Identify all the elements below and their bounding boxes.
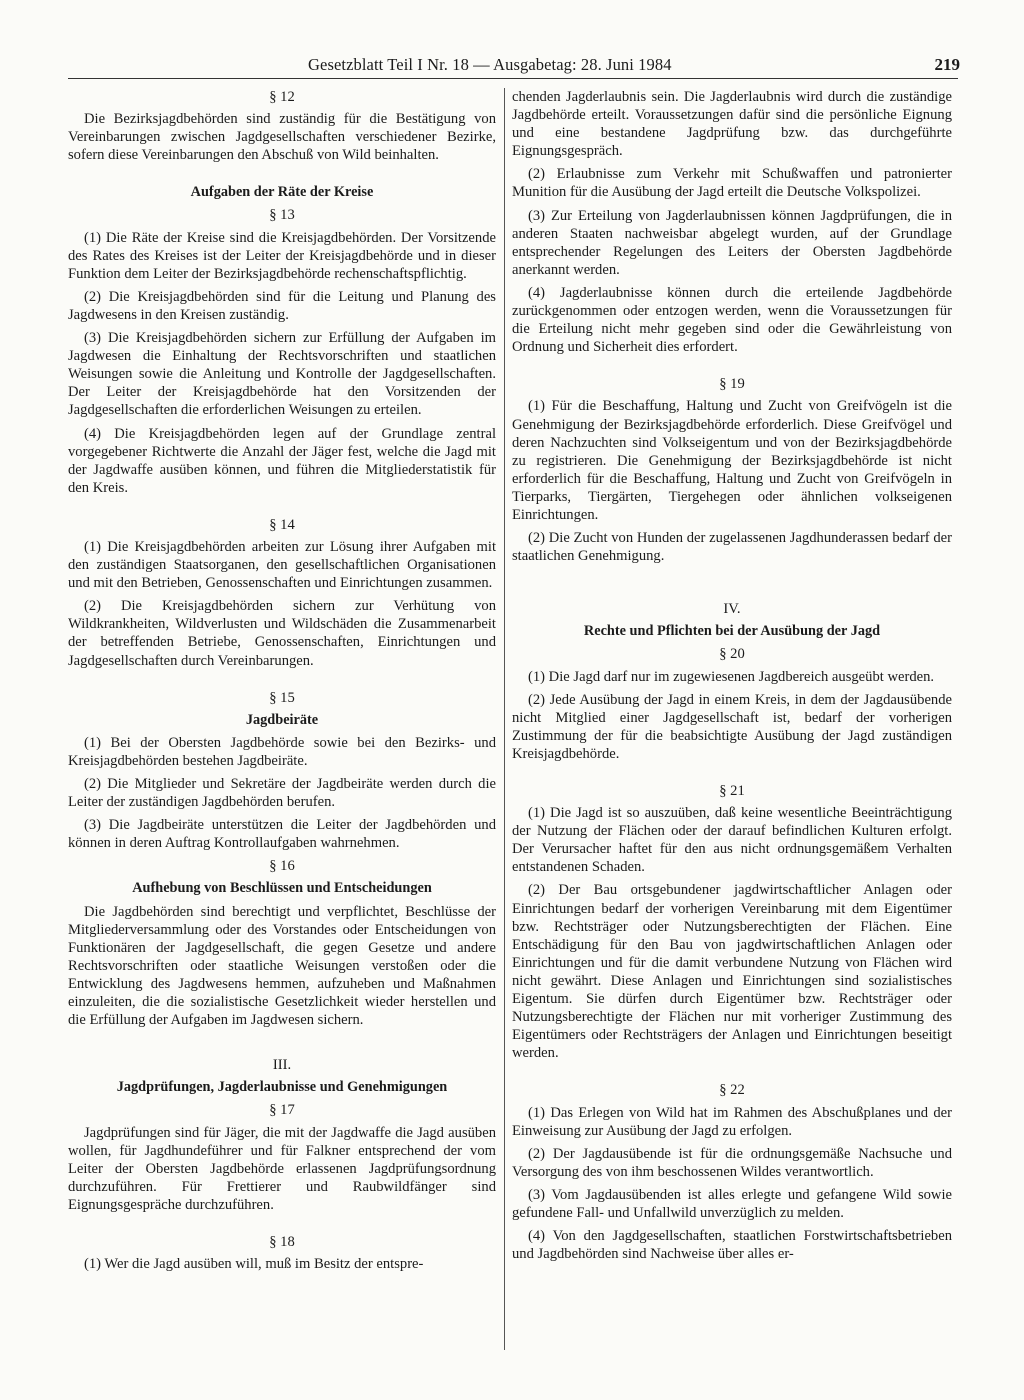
section-16-text: Die Jagdbehörden sind berechtigt und verpflichtet, Beschlüsse der Mitgliederversammlung oder des Vorstandes oder Entscheidungen von Funktionären der Jagdgesellschaft, die gegen Gesetze und andere Rechtsvorschriften oder staatliche Weisungen verstoßen oder die Entwicklung des Jagdwesens hemmen, aufzuheben und Maßnahmen einzuleiten, die die sozialistische Gesetzlichkeit wieder herstellen und die Erfüllung der Aufgaben im Jagdwesen sichern. [68,903,496,1029]
page-number: 219 [934,55,960,74]
section-13-para-3: (3) Die Kreisjagdbehörden sichern zur Erfüllung der Aufgaben im Jagdwesen die Einhaltung der Rechtsvorschriften und staatlichen Weisungen sowie die Anleitung und Kontrolle der Jagdgesellschaften. Der Leiter der Kreisjagdbehörde hat den Vorsitzenden der Jagdgesellschaften die erforderlichen Weisungen zu erteilen. [68,330,496,419]
section-18-para-1-cont: chenden Jagderlaubnis sein. Die Jagderlaubnis wird durch die zuständige Jagdbehörde erteilt. Voraussetzungen dafür sind die persönliche Eignung und eine bestandene Jagdprüfung bzw. das durchgeführte Eignungsgespräch. [512,89,952,160]
section-iii-number: III. [272,1057,292,1074]
kreise-heading: Aufgaben der Räte der Kreise [190,184,374,201]
left-column [68,88,496,1278]
section-15-para-3: (3) Die Jagdbeiräte unterstützen die Leiter der Jagdbehörden und können in deren Auftrag Kontrollaufgaben wahrnehmen. [68,817,496,852]
section-21-heading: § 21 [719,783,745,799]
section-19-para-2: (2) Die Zucht von Hunden der zugelassenen Jagdhunderassen bedarf der staatlichen Genehmigung. [512,530,952,565]
section-19-para-1: (1) Für die Beschaffung, Haltung und Zucht von Greifvögeln ist die Genehmigung der Bezirksjagdbehörde erforderlich. Diese Greifvögel und deren Nachzuchten sind Volkseigentum und von der Bezirksjagdbehörde zu registrieren. Die Genehmigung der Bezirksjagdbehörde ist nicht erforderlich für die Beschaffung, Haltung und Zucht von Greifvögeln in Tierparks, Tiergärten, Tiergehegen oder ähnlichen volkseigenen Einrichtungen. [512,398,952,523]
section-16-subheading: Aufhebung von Beschlüssen und Entscheidungen [132,880,432,897]
right-column [512,88,952,1268]
section-22-para-3: (3) Vom Jagdausübenden ist alles erlegte und gefangene Wild sowie gefundene Fall- und Unfallwild unverzüglich zu melden. [512,1186,952,1221]
section-20-heading: § 20 [719,646,745,663]
section-16-heading: § 16 [269,858,295,875]
section-14-para-2: (2) Die Kreisjagdbehörden sichern zur Verhütung von Wildkrankheiten, Wildverlusten und Wildschäden die Zusammenarbeit der betreffenden Betriebe, Genossenschaften, Einrichtungen und Jagdgesellschaften durch Vereinbarungen. [68,598,496,669]
section-19-heading: § 19 [719,376,745,393]
section-20-para-2: (2) Jede Ausübung der Jagd in einem Kreis, in dem der Jagdausübende nicht Mitglied einer Jagdgesellschaft ist, bedarf der vorherigen Zustimmung der für die beabsichtigte Ausübung der Jagd zuständigen Kreisjagdbehörde. [512,691,952,762]
section-18-para-3: (3) Zur Erteilung von Jagderlaubnissen können Jagdprüfungen, die in anderen Staaten nachweisbar abgelegt wurden, auf der Grundlage entsprechender Regelungen des Leiters der Obersten Jagdbehörde anerkannt werden. [512,207,952,278]
section-22-para-1: (1) Das Erlegen von Wild hat im Rahmen des Abschußplanes und der Einweisung zur Ausübung der Jagd zu erfolgen. [512,1104,952,1139]
section-18-para-1-start: (1) Wer die Jagd ausüben will, muß im Besitz der entspre- [84,1256,424,1273]
section-13-para-4: (4) Die Kreisjagdbehörden legen auf der Grundlage zentral vorgegebener Richtwerte die Anzahl der Jäger fest, welche die Jagd mit der Jagdwaffe ausüben können, und führen die Mitgliederstatistik für den Kreis. [68,425,496,496]
section-13-para-1: (1) Die Räte der Kreise sind die Kreisjagdbehörden. Der Vorsitzende des Rates des Kreises ist der Leiter der Kreisjagdbehörde und in dieser Funktion dem Leiter der Bezirksjagdbehörde rechenschaftspflichtig. [68,229,496,282]
section-21-para-1: (1) Die Jagd ist so auszuüben, daß keine wesentliche Beeinträchtigung der Nutzung der Flächen oder der darauf befindlichen Kulturen erfolgt. Der Verursacher haftet für den aus nicht ordnungsgemäßem Verhalten entstandenen Schaden. [512,805,952,876]
section-14-heading: § 14 [269,516,295,533]
section-22-para-2: (2) Der Jagdausübende ist für die ordnungsgemäße Nachsuche und Versorgung des von ihm beschossenen Wildes verantwortlich. [512,1145,952,1180]
gazette-title: Gesetzblatt Teil I Nr. 18 — Ausgabetag: 28. Juni 1984 [308,55,672,74]
page-header [0,54,1024,76]
section-20-para-1: (1) Die Jagd darf nur im zugewiesenen Jagdbereich ausgeübt werden. [528,668,935,685]
header-rule [68,78,958,79]
section-15-heading: § 15 [269,689,295,706]
section-iv-title: Rechte und Pflichten bei der Ausübung der Jagd [583,623,881,640]
section-15-para-2: (2) Die Mitglieder und Sekretäre der Jagdbeiräte werden durch die Leiter der zuständigen Jagdbehörden berufen. [68,776,496,811]
section-12-text: Die Bezirksjagdbehörden sind zuständig für die Bestätigung von Vereinbarungen zwischen Jagdgesellschaften verschiedener Bezirke, sofern diese Vereinbarungen den Abschuß von Wild beinhalten. [68,111,496,164]
section-22-para-4: (4) Von den Jagdgesellschaften, staatlichen Forstwirtschaftsbetrieben und Jagdbehörden sind Nachweise über alles er- [512,1228,952,1263]
section-13-para-2: (2) Die Kreisjagdbehörden sind für die Leitung und Planung des Jagdwesens in den Kreisen zuständig. [68,288,496,323]
section-18-para-2: (2) Erlaubnisse zum Verkehr mit Schußwaffen und patronierter Munition für die Ausübung der Jagd erteilt die Deutsche Volkspolizei. [512,166,952,201]
column-divider [504,88,505,1350]
section-21-para-2: (2) Der Bau ortsgebundener jagdwirtschaftlicher Anlagen oder Einrichtungen bedarf der vorherigen Vereinbarung mit dem Eigentümer bzw. Rechtsträger oder Nutzungsberechtigten der Flächen. Eine Entschädigung für den Bau von jagdwirtschaftlichen Anlagen oder Einrichtungen und für die damit verbundene Nutzung von Flächen wird nicht gewährt. Diese Anlagen und Einrichtungen sind sozialistisches Eigentum. Sie dürfen durch Eigentümer bzw. Rechtsträger oder Nutzungsberechtigte der Flächen nur mit vorheriger Zustimmung des Eigentümers oder Rechtsträgers der Anlagen und Einrichtungen beseitigt werden. [512,882,952,1062]
section-15-para-1: (1) Bei der Obersten Jagdbehörde sowie bei den Bezirks- und Kreisjagdbehörden bestehen Jagdbeiräte. [68,734,496,769]
section-18-para-4: (4) Jagderlaubnisse können durch die erteilende Jagdbehörde zurückgenommen oder entzogen werden, wenn die Voraussetzungen für die Erteilung nicht mehr gegeben sind oder die Gewährleistung von Ordnung und Sicherheit dies erfordert. [512,284,952,356]
section-iii-title: Jagdprüfungen, Jagderlaubnisse und Genehmigungen [116,1079,448,1096]
section-12-heading: § 12 [269,89,295,105]
section-iv-number: IV. [723,601,741,618]
section-14-para-1: (1) Die Kreisjagdbehörden arbeiten zur Lösung ihrer Aufgaben mit den zuständigen Staatsorganen, den gesellschaftlichen Organisationen und mit den Betrieben, Genossenschaften und Einrichtungen zusammen. [68,538,496,592]
section-17-text: Jagdprüfungen sind für Jäger, die mit der Jagdwaffe die Jagd ausüben wollen, für Jagdhundeführer und für Falkner entsprechend der vom Leiter der Obersten Jagdbehörde erlassenen Jagdprüfungsordnung durchzuführen. Für Frettierer und Raubwildfänger sind Eignungsgespräche durchzuführen. [68,1124,496,1213]
section-22-heading: § 22 [719,1082,745,1099]
section-18-heading: § 18 [269,1233,295,1250]
section-17-heading: § 17 [269,1102,295,1119]
section-15-subheading: Jagdbeiräte [245,711,319,728]
section-13-heading: § 13 [269,207,295,224]
